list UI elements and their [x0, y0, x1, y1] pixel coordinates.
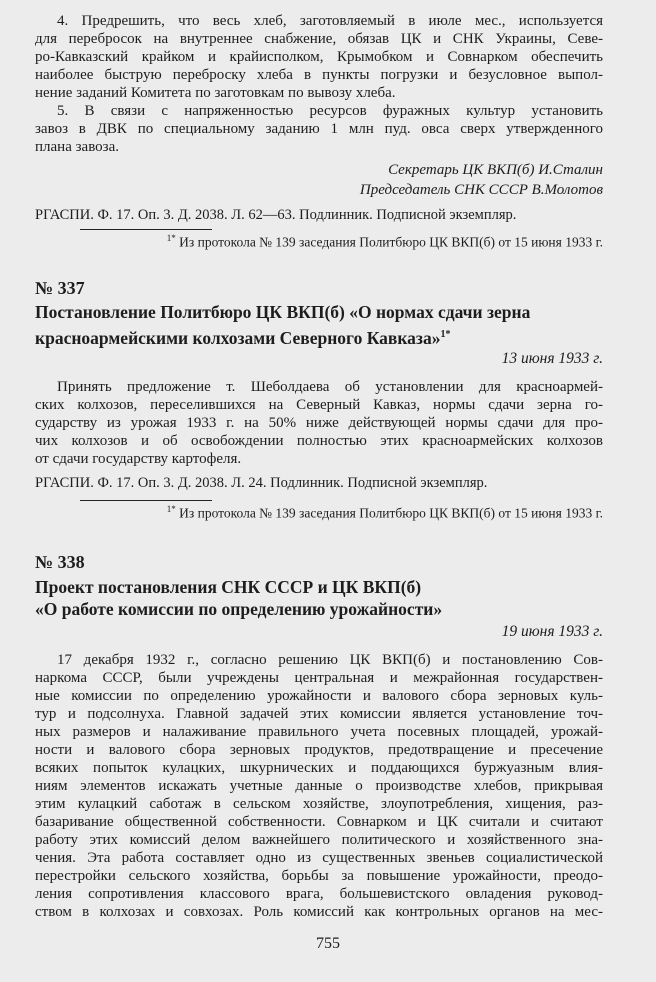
- footnote: [167, 504, 603, 522]
- text-line: ные комиссии по определению урожайности и валового сбора зерновых куль-: [35, 688, 603, 704]
- text-line: ских колхозов, переселившихся на Северный Кавказ, нормы сдачи зерна го-: [35, 397, 603, 413]
- title-line: Постановление Политбюро ЦК ВКП(б) «О нормах сдачи зерна: [35, 302, 531, 322]
- text-line: от сдачи государству картофеля.: [35, 451, 242, 467]
- text-line: Принять предложение т. Шеболдаева об установлении для красноармей-: [57, 379, 603, 395]
- text-line: всяких попыток кулацких, шкурнических и поддающихся буржуазным влия-: [35, 760, 603, 776]
- footnote: [167, 233, 603, 251]
- footnote-mark: 1*: [166, 233, 176, 243]
- text-line: этим кулацкий саботаж в сельском хозяйстве, злоупотребления, хищения, раз-: [35, 796, 603, 812]
- text-line: тур и подсолнуха. Главной задачей этих комиссии является установление точ-: [35, 706, 603, 722]
- text-line: завоз в ДВК по специальному заданию 1 млн пуд. овса сверх утвержденного: [35, 121, 603, 137]
- text-line: наркома СССР, были учреждены центральная и межрайонная государствен-: [35, 670, 603, 686]
- footnote-text: Из протокола № 139 заседания Политбюро ЦК ВКП(б) от 15 июня 1933 г.: [179, 505, 603, 521]
- text-line: плана завоза.: [35, 139, 120, 155]
- text-line: ниям элементов искажать учетные данные о производстве хлебов, прикрывая: [35, 778, 603, 794]
- paragraph-group: [35, 651, 603, 921]
- title-line: [35, 324, 603, 349]
- footnote-mark: 1*: [166, 504, 176, 514]
- footnote-divider: [80, 500, 212, 501]
- text-line: ро-Кавказский крайком и крайисполком, Крымобком и Совнарком обеспечить: [35, 49, 603, 65]
- archive-reference: РГАСПИ. Ф. 17. Оп. 3. Д. 2038. Л. 62—63. Подлинник. Подписной экземпляр.: [35, 207, 517, 223]
- text-line: работу этих комиссий делом важнейшего политического и хозяйственного зна-: [35, 832, 603, 848]
- paragraph-group: [35, 12, 603, 156]
- paragraph-group: [35, 378, 603, 468]
- text-line: ством в колхозах и совхозах. Роль комиссий как контрольных органов на мес-: [35, 904, 603, 920]
- document-date: 13 июня 1933 г.: [501, 350, 603, 367]
- document-date: 19 июня 1933 г.: [501, 623, 603, 640]
- title-line-text: красноармейскими колхозами Северного Кавказа»: [35, 327, 441, 348]
- document-number: № 338: [35, 552, 85, 572]
- signature-molotov: Председатель СНК СССР В.Молотов: [359, 182, 603, 198]
- text-line: ных размеров и налаживание правильного учета посевных площадей, урожай-: [35, 724, 603, 740]
- text-line: нение заданий Комитета по заготовкам по вывозу хлеба.: [35, 85, 396, 101]
- document-title: [35, 302, 603, 349]
- archive-reference: РГАСПИ. Ф. 17. Оп. 3. Д. 2038. Л. 24. Подлинник. Подписной экземпляр.: [35, 475, 488, 491]
- title-line: Проект постановления СНК СССР и ЦК ВКП(б): [35, 577, 422, 597]
- text-line: 17 декабря 1932 г., согласно решению ЦК ВКП(б) и постановлению Сов-: [57, 652, 603, 668]
- title-line: «О работе комиссии по определению урожайности»: [35, 598, 443, 619]
- text-line: базаривание общественной собственности. Совнарком и ЦК считали и считают: [35, 814, 603, 830]
- text-line: сударству из урожая 1933 г. на 50% ниже действующей нормы сдачи для про-: [35, 415, 603, 431]
- footnote-text: Из протокола № 139 заседания Политбюро ЦК ВКП(б) от 15 июня 1933 г.: [179, 234, 603, 250]
- signature-stalin: Секретарь ЦК ВКП(б) И.Сталин: [388, 162, 603, 178]
- text-line: 5. В связи с напряженностью ресурсов фуражных культур установить: [57, 103, 603, 119]
- text-line: перестройки сельского хозяйства, борьбы за повышение урожайности, преодо-: [35, 868, 603, 884]
- text-line: 4. Предрешить, что весь хлеб, заготовляемый в июле мес., используется: [57, 13, 603, 29]
- footnote-divider: [80, 229, 212, 230]
- document-number: № 337: [35, 278, 85, 298]
- text-line: ления сопротивления классового врага, большевистского овладения руковод-: [35, 886, 603, 902]
- text-line: наиболее быструю переброску хлеба в пункты погрузки и безусловное выпол-: [35, 67, 603, 83]
- footnote-mark: 1*: [440, 328, 451, 340]
- text-line: чения. Эта работа составляет одно из существенных звеньев социалистической: [35, 850, 603, 866]
- text-line: чих колхозов и об освобождении полностью этих красноармейских колхозов: [35, 433, 603, 449]
- document-title: [35, 577, 603, 620]
- text-line: ности и валового сбора зерновых продуктов, предотвращение и пресечение: [35, 742, 603, 758]
- page-number: 755: [316, 935, 340, 952]
- text-line: для перебросок на внутреннее снабжение, обязав ЦК и СНК Украины, Севе-: [35, 31, 603, 47]
